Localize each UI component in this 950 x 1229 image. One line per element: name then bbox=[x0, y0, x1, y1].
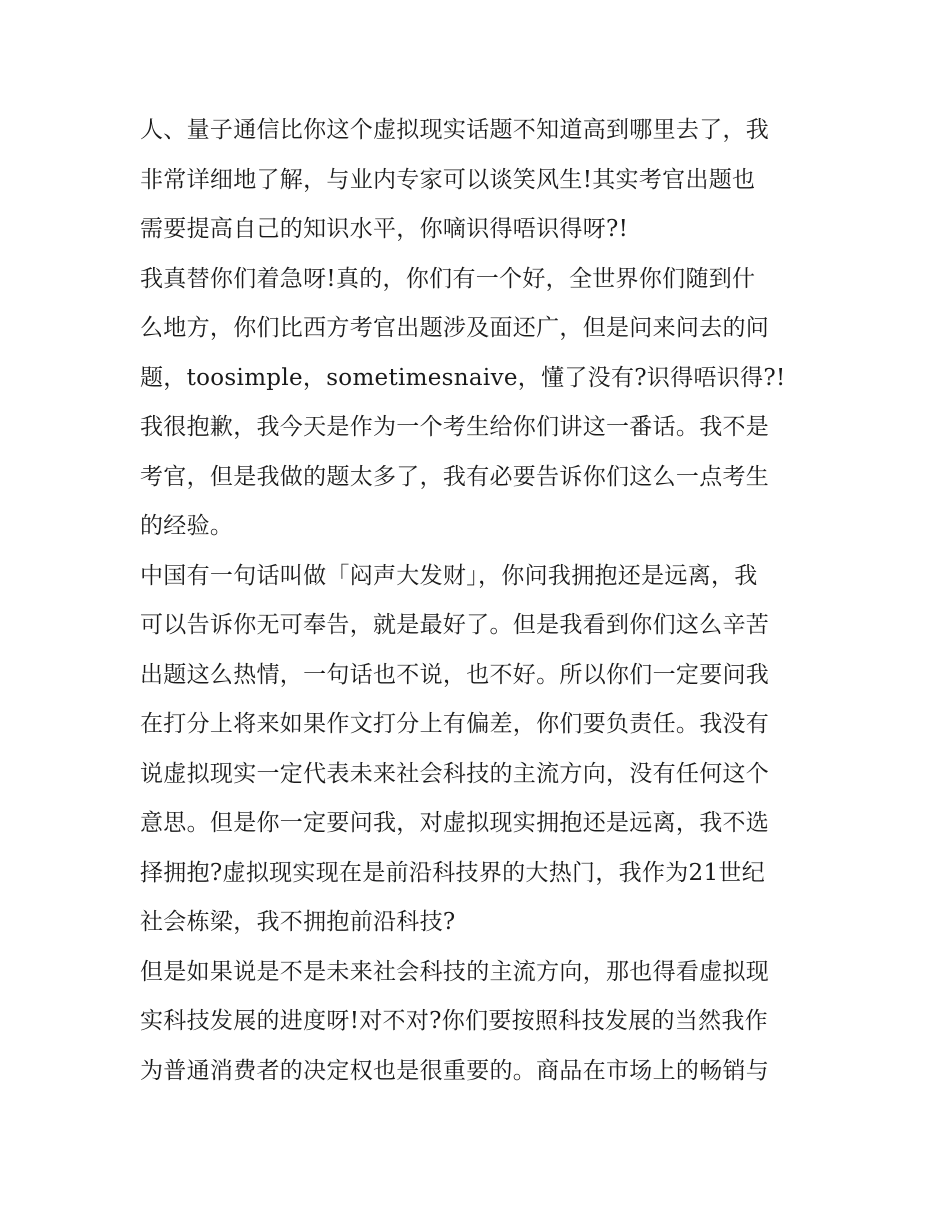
text-line: 题，toosimple，sometimesnaive，懂了没有?识得唔识得?! bbox=[140, 364, 786, 391]
text-line: 我很抱歉，我今天是作为一个考生给你们讲这一番话。我不是 bbox=[140, 414, 770, 440]
text-line: 说虚拟现实一定代表未来社会科技的主流方向，没有任何这个 bbox=[140, 760, 770, 787]
text-line: 非常详细地了解，与业内专家可以谈笑风生!其实考官出题也 bbox=[140, 166, 756, 193]
text-line: 可以告诉你无可奉告，就是最好了。但是我看到你们这么辛苦 bbox=[140, 612, 770, 638]
text-line: 实科技发展的进度呀!对不对?你们要按照科技发展的当然我作 bbox=[140, 1008, 768, 1034]
text-line: 出题这么热情，一句话也不说，也不好。所以你们一定要问我 bbox=[140, 661, 770, 688]
text-line: 人、量子通信比你这个虚拟现实话题不知道高到哪里去了，我 bbox=[140, 117, 770, 143]
text-line: 需要提高自己的知识水平，你嘀识得唔识得呀?! bbox=[140, 216, 629, 242]
text-line: 意思。但是你一定要问我，对虚拟现实拥抱还是远离，我不选 bbox=[140, 810, 770, 836]
text-line: 在打分上将来如果作文打分上有偏差，你们要负责任。我没有 bbox=[140, 711, 770, 737]
text-line: 择拥抱?虚拟现实现在是前沿科技界的大热门，我作为21世纪 bbox=[140, 859, 765, 886]
text-line: 但是如果说是不是未来社会科技的主流方向，那也得看虚拟现 bbox=[140, 958, 770, 985]
text-line: 中国有一句话叫做「闷声大发财」，你问我拥抱还是远离，我 bbox=[140, 562, 758, 589]
text-line: 社会栋梁，我不拥抱前沿科技? bbox=[140, 909, 456, 935]
document-body bbox=[140, 106, 812, 1096]
text-line: 的经验。 bbox=[140, 513, 234, 539]
text-line: 为普通消费者的决定权也是很重要的。商品在市场上的畅销与 bbox=[140, 1057, 770, 1084]
text-line: 考官，但是我做的题太多了，我有必要告诉你们这么一点考生 bbox=[140, 463, 770, 490]
text-line: 我真替你们着急呀!真的，你们有一个好，全世界你们随到什 bbox=[140, 265, 756, 292]
text-line: 么地方，你们比西方考官出题涉及面还广，但是问来问去的问 bbox=[140, 315, 770, 341]
